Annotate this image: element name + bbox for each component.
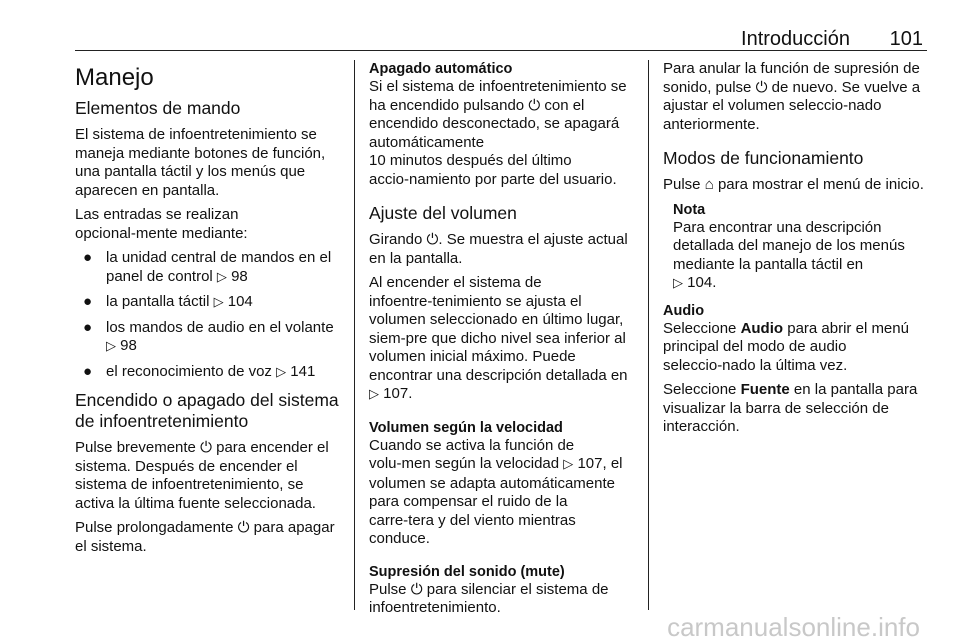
paragraph: Las entradas se realizan opcional‑mente mediante:: [75, 206, 248, 242]
power-knob-icon: ⏻: [200, 439, 212, 456]
page-header: [0, 28, 960, 52]
page-number: 101: [889, 28, 923, 50]
input-methods-list: [75, 249, 343, 382]
heading-speed-volume: Volumen según la velocidad: [369, 419, 563, 436]
power-knob-icon: ⏻: [237, 519, 250, 536]
heading-audio: Audio: [663, 302, 705, 319]
paragraph: Al encender el sistema de infoentre‑tenimiento se ajusta el volumen seleccionado en último lugar, siem‑pre que dicho nivel sea inferior al volumen inicial máximo. Puede encontrar una descripción detallada en ▷ 107.: [369, 274, 628, 402]
page-ref[interactable]: 104: [227, 293, 253, 310]
power-knob-icon: ⏻: [528, 96, 541, 114]
list-item: ● el reconocimiento de voz ▷ 141: [83, 362, 316, 380]
column-1: [75, 60, 343, 562]
section-title: Introducción: [741, 28, 850, 50]
page-ref-arrow-icon: ▷: [213, 295, 224, 310]
paragraph: Seleccione Fuente en la pantalla para visualizar la barra de selección de interacción.: [663, 381, 918, 435]
page-ref-arrow-icon: ▷: [369, 387, 379, 402]
page-ref-arrow-icon: ▷: [563, 457, 574, 472]
paragraph: Cuando se activa la función de volu‑men según la velocidad ▷ 107, el volumen se adapta automáticamente para compensar el ruido de la carre‑tera y del viento mientras conduce.: [369, 436, 623, 547]
page-ref[interactable]: 141: [290, 362, 316, 380]
heading-power: Encendido o apagado del sistema de infoentretenimiento: [75, 390, 339, 431]
page-ref-arrow-icon: ▷: [276, 364, 287, 380]
page-ref-arrow-icon: ▷: [673, 276, 683, 291]
heading-controls: Elementos de mando: [75, 98, 241, 118]
paragraph: Pulse brevemente ⏻ para encender el sistema. Después de encender el sistema de infoentretenimiento, se activa la última fuente seleccionada.: [75, 439, 329, 512]
page-ref-arrow-icon: ▷: [216, 269, 227, 285]
column-2: [369, 60, 634, 624]
page-ref[interactable]: 98: [120, 337, 137, 354]
page-ref[interactable]: 107: [577, 455, 603, 472]
heading-modes: Modos de funcionamiento: [663, 148, 864, 168]
column-divider: [648, 60, 649, 610]
list-item: ● los mandos de audio en el volante ▷ 98: [83, 318, 334, 354]
paragraph: Para anular la función de supresión de sonido, pulse ⏻ de nuevo. Se vuelve a ajustar el volumen seleccio‑nado anteriormente.: [663, 60, 921, 133]
list-item: ● la unidad central de mandos en el panel de control ▷ 98: [83, 249, 332, 285]
column-divider: [354, 60, 355, 610]
heading-mute: Supresión del sonido (mute): [369, 563, 565, 580]
paragraph: El sistema de infoentretenimiento se maneja mediante botones de función, una pantalla táctil y los menús que aparecen en pantalla.: [75, 126, 326, 199]
heading-manejo: Manejo: [75, 64, 154, 91]
note-title: Nota: [673, 201, 706, 218]
power-knob-icon: ⏻: [410, 580, 423, 598]
note-box: [663, 201, 928, 294]
paragraph: Seleccione Audio para abrir el menú principal del modo de audio seleccio‑nado la última vez.: [663, 319, 909, 374]
power-knob-icon: ⏻: [426, 231, 439, 248]
home-icon: ⌂: [704, 176, 714, 193]
note-text: Para encontrar una descripción detallada del manejo de los menús mediante la pantalla táctil en ▷ 104.: [673, 218, 905, 291]
fuente-label: Fuente: [740, 381, 790, 398]
audio-label: Audio: [740, 319, 784, 337]
power-knob-icon: ⏻: [755, 78, 768, 96]
heading-auto-off: Apagado automático: [369, 61, 513, 77]
heading-volume: Ajuste del volumen: [369, 203, 517, 223]
watermark: carmanualsonline.info: [667, 612, 920, 642]
page-ref[interactable]: 98: [231, 267, 248, 285]
paragraph: Girando ⏻. Se muestra el ajuste actual en la pantalla.: [369, 231, 628, 267]
page-ref[interactable]: 104.: [687, 274, 717, 291]
paragraph: Si el sistema de infoentretenimiento se ha encendido pulsando ⏻ con el encendido desconectado, se apagará automáticamente 10 minutos después del último accio‑namiento por parte del usuario.: [369, 78, 627, 188]
list-item: ● la pantalla táctil ▷ 104: [83, 293, 253, 310]
paragraph: Pulse ⌂ para mostrar el menú de inicio.: [663, 176, 924, 193]
header-rule: [75, 50, 927, 51]
paragraph: Pulse ⏻ para silenciar el sistema de infoentretenimiento.: [369, 580, 609, 616]
column-3: [663, 60, 928, 443]
page-ref[interactable]: 107.: [383, 385, 413, 402]
page-ref-arrow-icon: ▷: [106, 339, 116, 354]
paragraph: Pulse prolongadamente ⏻ para apagar el sistema.: [75, 519, 335, 555]
